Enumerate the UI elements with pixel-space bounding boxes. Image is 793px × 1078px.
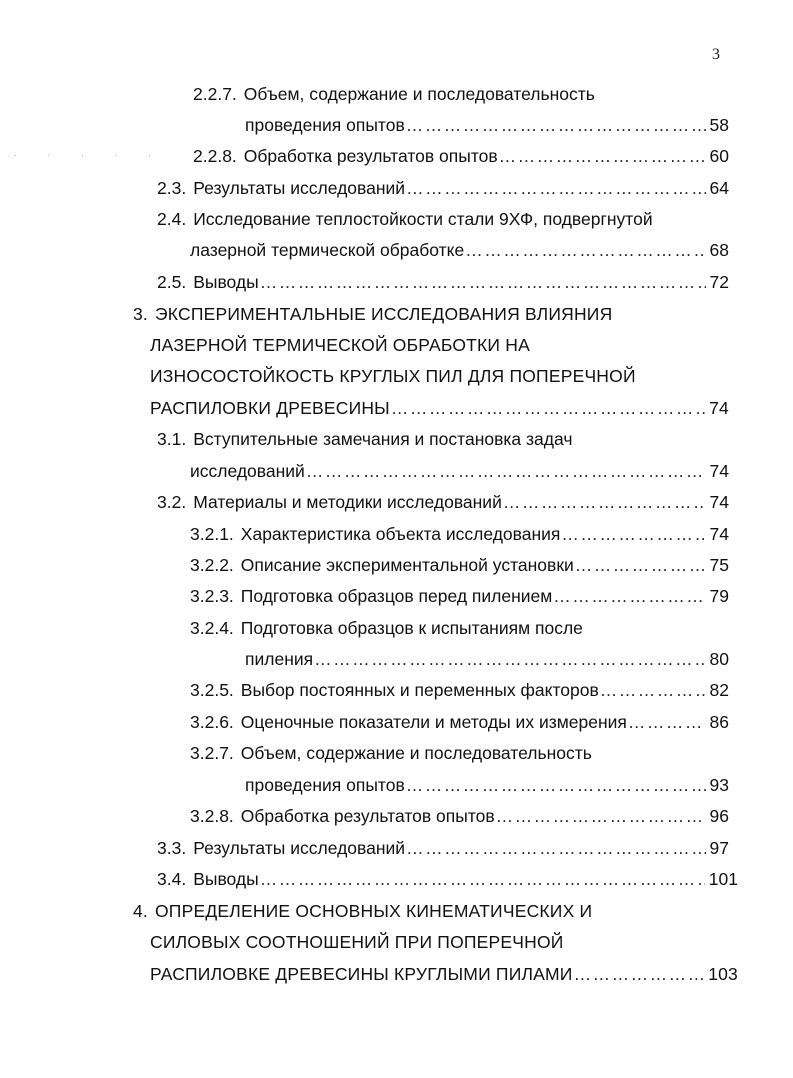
toc-entry-title: проведения опытов: [245, 775, 405, 795]
toc-entry-2-2-7[interactable]: [193, 82, 738, 106]
toc-entry-3-cont-3[interactable]: [150, 396, 729, 420]
toc-entry-title: ОПРЕДЕЛЕНИЕ ОСНОВНЫХ КИНЕМАТИЧЕСКИХ И: [155, 901, 593, 921]
toc-leader-dots: [260, 867, 705, 891]
toc-entry-3-2-3[interactable]: [190, 584, 729, 608]
toc-entry-number: 3.3.: [157, 838, 187, 858]
toc-entry-page: 72: [709, 272, 729, 292]
toc-leader-dots: [406, 836, 705, 860]
toc-entry-page: 75: [709, 555, 729, 575]
toc-entry-page: 93: [709, 775, 729, 795]
toc-entry-title: пиления: [245, 649, 314, 669]
toc-entry-number: 3.2.8.: [190, 806, 234, 826]
toc-entry-number: 3.2.1.: [190, 524, 234, 544]
toc-entry-3-2-2[interactable]: [190, 553, 729, 577]
toc-entry-title: Обработка результатов опытов: [240, 806, 495, 826]
toc-entry-page: 60: [709, 146, 729, 166]
toc-entry-number: 3.2.2.: [190, 555, 234, 575]
toc-entry-title: Выбор постоянных и переменных факторов: [240, 680, 599, 700]
toc-entry-title: Объем, содержание и последовательность: [240, 743, 592, 763]
toc-leader-dots: [391, 396, 705, 420]
toc-entry-title: лазерной термической обработке: [190, 240, 465, 260]
toc-entry-title: Характеристика объекта исследования: [240, 524, 561, 544]
toc-entry-title: Объем, содержание и последовательность: [243, 84, 595, 104]
toc-entry-title: Оценочные показатели и методы их измерения: [240, 712, 627, 732]
toc-entry-3-2-1[interactable]: [190, 522, 729, 546]
toc-entry-2-3[interactable]: [157, 176, 729, 200]
toc-entry-2-4[interactable]: [157, 207, 738, 231]
toc-entry-title: РАСПИЛОВКЕ ДРЕВЕСИНЫ КРУГЛЫМИ ПИЛАМИ: [150, 964, 573, 984]
toc-entry-page: 74: [709, 461, 729, 481]
toc-leader-dots: [406, 113, 706, 137]
toc-entry-title: Выводы: [193, 869, 259, 889]
toc-entry-4-cont-2[interactable]: [150, 962, 738, 986]
toc-entry-title: исследований: [190, 461, 305, 481]
toc-entry-title: Результаты исследований: [193, 838, 406, 858]
toc-entry-3-3[interactable]: [157, 836, 729, 860]
toc-entry-2-4-cont[interactable]: [190, 238, 729, 262]
toc-entry-title: Подготовка образцов к испытаниям после: [240, 618, 583, 638]
toc-leader-dots: [314, 647, 705, 671]
toc-entry-number: 3.2.3.: [190, 586, 234, 606]
toc-entry-3-cont-1[interactable]: [150, 333, 733, 357]
toc-entry-title: ИЗНОСОСТОЙКОСТЬ КРУГЛЫХ ПИЛ ДЛЯ ПОПЕРЕЧНОЙ: [150, 366, 636, 386]
toc-entry-page: 74: [709, 524, 729, 544]
toc-entry-title: СИЛОВЫХ СООТНОШЕНИЙ ПРИ ПОПЕРЕЧНОЙ: [150, 932, 564, 952]
toc-entry-title: ЛАЗЕРНОЙ ТЕРМИЧЕСКОЙ ОБРАБОТКИ НА: [150, 335, 530, 355]
toc-entry-3-2-6[interactable]: [190, 710, 729, 734]
toc-entry-number: 3.: [133, 304, 148, 324]
toc-entry-title: Описание экспериментальной установки: [240, 555, 574, 575]
toc-entry-4-cont-1[interactable]: [150, 930, 733, 954]
toc-entry-3[interactable]: [133, 302, 733, 326]
scan-specks: · · · · ·: [14, 150, 165, 160]
toc-leader-dots: [306, 459, 706, 483]
toc-entry-number: 2.2.7.: [193, 84, 237, 104]
toc-entry-title: проведения опытов: [245, 115, 405, 135]
toc-entry-page: 79: [709, 586, 729, 606]
toc-entry-2-2-7-cont[interactable]: [245, 113, 729, 137]
toc-entry-3-2-5[interactable]: [190, 678, 729, 702]
toc-entry-title: Материалы и методики исследований: [193, 492, 502, 512]
toc-entry-page: 80: [709, 649, 729, 669]
toc-leader-dots: [600, 678, 706, 702]
toc-entry-3-4[interactable]: [157, 867, 738, 891]
toc-entry-title: Выводы: [193, 272, 259, 292]
toc-leader-dots: [561, 522, 705, 546]
toc-entry-number: 3.2.6.: [190, 712, 234, 732]
toc-entry-page: 64: [709, 178, 729, 198]
toc-leader-dots: [499, 144, 706, 168]
toc-entry-3-2-7[interactable]: [190, 741, 738, 765]
toc-entry-number: 3.4.: [157, 869, 187, 889]
toc-entry-3-2-4-cont[interactable]: [245, 647, 729, 671]
toc-entry-3-2-8[interactable]: [190, 804, 729, 828]
toc-entry-title: Подготовка образцов перед пилением: [240, 586, 553, 606]
toc-entry-4[interactable]: [133, 899, 733, 923]
toc-entry-number: 2.2.8.: [193, 146, 237, 166]
toc-entry-2-5[interactable]: [157, 270, 729, 294]
toc-entry-page: 58: [709, 115, 729, 135]
toc-leader-dots: [406, 176, 705, 200]
toc-entry-2-2-8[interactable]: [193, 144, 729, 168]
toc-entry-3-2[interactable]: [157, 490, 729, 514]
toc-leader-dots: [574, 962, 705, 986]
toc-entry-number: 3.2.5.: [190, 680, 234, 700]
toc-entry-page: 86: [709, 712, 729, 732]
toc-leader-dots: [628, 710, 706, 734]
toc-entry-number: 3.2.4.: [190, 618, 234, 638]
toc-entry-title: Вступительные замечания и постановка задач: [193, 429, 573, 449]
toc-entry-3-1-cont[interactable]: [190, 459, 729, 483]
toc-entry-page: 82: [709, 680, 729, 700]
toc-entry-number: 3.2.7.: [190, 743, 234, 763]
toc-entry-title: Обработка результатов опытов: [243, 146, 498, 166]
toc-entry-number: 3.2.: [157, 492, 187, 512]
toc-entry-3-2-4[interactable]: [190, 616, 738, 640]
toc-entry-page: 97: [709, 838, 729, 858]
toc-leader-dots: [406, 773, 706, 797]
toc-entry-title: Результаты исследований: [193, 178, 406, 198]
toc-entry-page: 96: [709, 806, 729, 826]
toc-entry-page: 101: [708, 869, 738, 889]
toc-entry-number: 2.5.: [157, 272, 187, 292]
toc-entry-page: 68: [709, 240, 729, 260]
page-number: 3: [712, 46, 720, 63]
toc-leader-dots: [503, 490, 706, 514]
toc-leader-dots: [575, 553, 706, 577]
toc-entry-page: 103: [708, 964, 738, 984]
toc-entry-page: 74: [709, 492, 729, 512]
toc-entry-3-2-7-cont[interactable]: [245, 773, 729, 797]
toc-entry-title: ЭКСПЕРИМЕНТАЛЬНЫЕ ИССЛЕДОВАНИЯ ВЛИЯНИЯ: [155, 304, 613, 324]
toc-entry-number: 2.3.: [157, 178, 187, 198]
toc-entry-number: 3.1.: [157, 429, 187, 449]
toc-leader-dots: [465, 238, 705, 262]
toc-entry-3-cont-2[interactable]: [150, 364, 733, 388]
toc-leader-dots: [553, 584, 705, 608]
toc-leader-dots: [260, 270, 706, 294]
toc-entry-title: РАСПИЛОВКИ ДРЕВЕСИНЫ: [150, 398, 390, 418]
toc-leader-dots: [496, 804, 706, 828]
toc-entry-number: 2.4.: [157, 209, 187, 229]
toc-entry-3-1[interactable]: [157, 427, 738, 451]
toc-entry-page: 74: [709, 398, 729, 418]
toc-entry-number: 4.: [133, 901, 148, 921]
toc-entry-title: Исследование теплостойкости стали 9ХФ, подвергнутой: [193, 209, 653, 229]
